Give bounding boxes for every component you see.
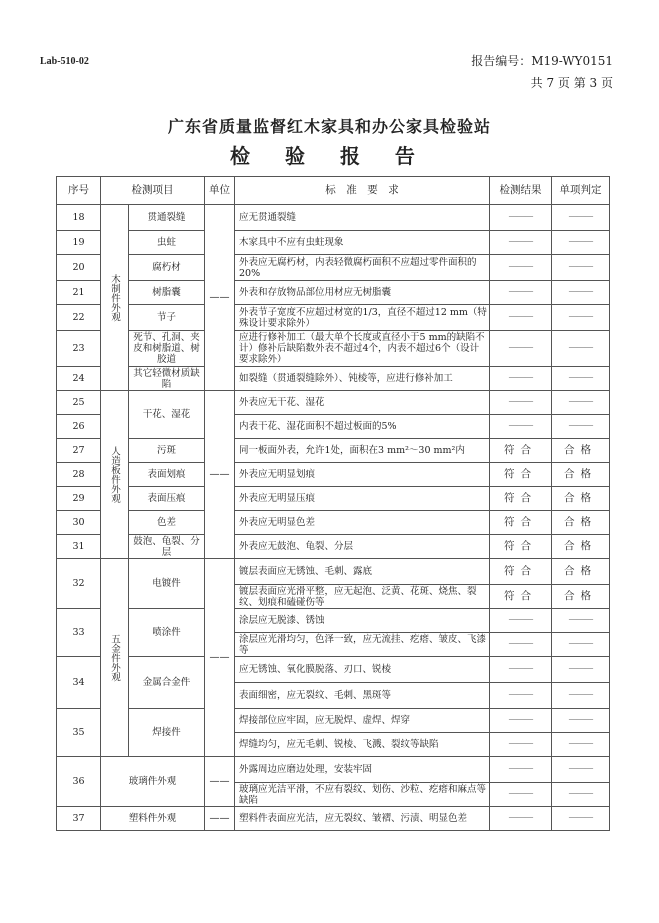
unit-cell: ——	[204, 806, 235, 831]
group-label-board: 人造板件外观	[100, 390, 129, 559]
seq-cell: 21	[56, 280, 101, 305]
item-cell: 鼓泡、龟裂、分层	[128, 534, 205, 559]
verdict-cell: ———	[551, 254, 610, 281]
verdict-cell: 合格	[551, 462, 610, 487]
requirement-cell: 外露周边应磨边处理，安装牢固	[234, 756, 490, 783]
seq-cell: 35	[56, 708, 101, 757]
seq-cell: 24	[56, 366, 101, 391]
item-cell: 塑料件外观	[100, 806, 205, 831]
result-cell: ———	[489, 682, 552, 709]
result-cell: ———	[489, 756, 552, 783]
item-cell: 节子	[128, 304, 205, 331]
unit-cell: ——	[204, 204, 235, 391]
seq-cell: 27	[56, 438, 101, 463]
header-result: 检测结果	[489, 176, 552, 205]
verdict-cell: 合格	[551, 510, 610, 535]
result-cell: 符合	[489, 438, 552, 463]
result-cell: ———	[489, 806, 552, 831]
requirement-cell: 如裂缝（贯通裂缝除外）、钝棱等，应进行修补加工	[234, 366, 490, 391]
seq-cell: 20	[56, 254, 101, 281]
seq-cell: 30	[56, 510, 101, 535]
requirement-cell: 外表应无腐朽材，内表轻微腐朽面积不应超过零件面积的20%	[234, 254, 490, 281]
result-cell: ———	[489, 280, 552, 305]
verdict-cell: ———	[551, 756, 610, 783]
document-title: 检 验 报 告	[230, 144, 429, 168]
item-cell: 干花、湿花	[128, 390, 205, 439]
seq-cell: 37	[56, 806, 101, 831]
header-requirement: 标 准 要 求	[234, 176, 490, 205]
lab-code: Lab-510-02	[40, 56, 89, 67]
result-cell: ———	[489, 708, 552, 733]
result-cell: 符合	[489, 558, 552, 585]
seq-cell: 25	[56, 390, 101, 415]
header-unit: 单位	[204, 176, 235, 205]
verdict-cell: ———	[551, 608, 610, 633]
requirement-cell: 焊接部位应牢固，应无脱焊、虚焊、焊穿	[234, 708, 490, 733]
requirement-cell: 塑料件表面应光洁，应无裂纹、皱褶、污渍、明显色差	[234, 806, 490, 831]
item-cell: 表面压痕	[128, 486, 205, 511]
item-cell: 电镀件	[128, 558, 205, 609]
seq-cell: 22	[56, 304, 101, 331]
item-cell: 玻璃件外观	[100, 756, 205, 807]
item-cell: 表面划痕	[128, 462, 205, 487]
requirement-cell: 涂层应光滑均匀，色泽一致，应无流挂、疙瘩、皱皮、飞漆等	[234, 632, 490, 657]
report-number: 报告编号：M19-WY0151	[471, 54, 613, 68]
unit-cell: ——	[204, 390, 235, 559]
seq-cell: 26	[56, 414, 101, 439]
verdict-cell: 合格	[551, 584, 610, 609]
verdict-cell: 合格	[551, 486, 610, 511]
verdict-cell: ———	[551, 656, 610, 683]
result-cell: ———	[489, 390, 552, 415]
seq-cell: 36	[56, 756, 101, 807]
requirement-cell: 外表应无明显划痕	[234, 462, 490, 487]
result-cell: 符合	[489, 510, 552, 535]
seq-cell: 23	[56, 330, 101, 367]
seq-cell: 31	[56, 534, 101, 559]
seq-cell: 33	[56, 608, 101, 657]
result-cell: 符合	[489, 462, 552, 487]
requirement-cell: 应无贯通裂缝	[234, 204, 490, 231]
result-cell: ———	[489, 230, 552, 255]
verdict-cell: ———	[551, 682, 610, 709]
result-cell: ———	[489, 304, 552, 331]
requirement-cell: 外表应无干花、湿花	[234, 390, 490, 415]
item-cell: 其它轻微材质缺陷	[128, 366, 205, 391]
item-cell: 死节、孔洞、夹皮和树脂道、树胶道	[128, 330, 205, 367]
result-cell: 符合	[489, 486, 552, 511]
item-cell: 虫蛀	[128, 230, 205, 255]
header-seq: 序号	[56, 176, 101, 205]
verdict-cell: ———	[551, 390, 610, 415]
verdict-cell: 合格	[551, 438, 610, 463]
item-cell: 金属合金件	[128, 656, 205, 709]
requirement-cell: 外表应无明显压痕	[234, 486, 490, 511]
result-cell: ———	[489, 732, 552, 757]
header-item: 检测项目	[100, 176, 205, 205]
verdict-cell: ———	[551, 806, 610, 831]
requirement-cell: 外表节子宽度不应超过材宽的1/3，直径不超过12 mm（特殊设计要求除外）	[234, 304, 490, 331]
verdict-cell: ———	[551, 732, 610, 757]
verdict-cell: ———	[551, 330, 610, 367]
verdict-cell: ———	[551, 280, 610, 305]
verdict-cell: 合格	[551, 558, 610, 585]
seq-cell: 28	[56, 462, 101, 487]
requirement-cell: 外表应无鼓泡、龟裂、分层	[234, 534, 490, 559]
verdict-cell: ———	[551, 204, 610, 231]
result-cell: ———	[489, 414, 552, 439]
verdict-cell: ———	[551, 782, 610, 807]
seq-cell: 29	[56, 486, 101, 511]
item-cell: 贯通裂缝	[128, 204, 205, 231]
result-cell: 符合	[489, 584, 552, 609]
verdict-cell: ———	[551, 230, 610, 255]
result-cell: ———	[489, 204, 552, 231]
requirement-cell: 外表应无明显色差	[234, 510, 490, 535]
requirement-cell: 外表和存放物品部位用材应无树脂囊	[234, 280, 490, 305]
result-cell: ———	[489, 366, 552, 391]
item-cell: 色差	[128, 510, 205, 535]
item-cell: 喷涂件	[128, 608, 205, 657]
seq-cell: 32	[56, 558, 101, 609]
requirement-cell: 镀层表面应光滑平整，应无起泡、泛黄、花斑、烧焦、裂纹、划痕和磕碰伤等	[234, 584, 490, 609]
result-cell: ———	[489, 254, 552, 281]
requirement-cell: 玻璃应光洁平滑，不应有裂纹、划伤、沙粒、疙瘩和麻点等缺陷	[234, 782, 490, 807]
verdict-cell: ———	[551, 708, 610, 733]
requirement-cell: 涂层应无脱漆、锈蚀	[234, 608, 490, 633]
unit-cell: ——	[204, 756, 235, 807]
verdict-cell: ———	[551, 414, 610, 439]
requirement-cell: 应进行修补加工（最大单个长度或直径小于5 mm的缺陷不计）修补后缺陷数外表不超过4个，内表不超过6个（设计要求除外）	[234, 330, 490, 367]
requirement-cell: 内表干花、湿花面积不超过板面的5%	[234, 414, 490, 439]
seq-cell: 34	[56, 656, 101, 709]
item-cell: 腐朽材	[128, 254, 205, 281]
unit-cell: ——	[204, 558, 235, 757]
requirement-cell: 表面细密，应无裂纹、毛刺、黑斑等	[234, 682, 490, 709]
seq-cell: 18	[56, 204, 101, 231]
seq-cell: 19	[56, 230, 101, 255]
requirement-cell: 木家具中不应有虫蛀现象	[234, 230, 490, 255]
result-cell: 符合	[489, 534, 552, 559]
result-cell: ———	[489, 632, 552, 657]
result-cell: ———	[489, 782, 552, 807]
result-cell: ———	[489, 608, 552, 633]
group-label-hardware: 五金件外观	[100, 558, 129, 757]
requirement-cell: 焊缝均匀，应无毛刺、锐棱、飞溅、裂纹等缺陷	[234, 732, 490, 757]
organization-title: 广东省质量监督红木家具和办公家具检验站	[167, 117, 491, 136]
result-cell: ———	[489, 330, 552, 367]
verdict-cell: ———	[551, 304, 610, 331]
requirement-cell: 镀层表面应无锈蚀、毛刺、露底	[234, 558, 490, 585]
page-info: 共 7 页 第 3 页	[530, 76, 613, 90]
verdict-cell: ———	[551, 366, 610, 391]
requirement-cell: 应无锈蚀、氧化膜脱落、刃口、锐棱	[234, 656, 490, 683]
item-cell: 树脂囊	[128, 280, 205, 305]
header-verdict: 单项判定	[551, 176, 610, 205]
requirement-cell: 同一板面外表，允许1处，面积在3 mm²～30 mm²内	[234, 438, 490, 463]
item-cell: 焊接件	[128, 708, 205, 757]
item-cell: 污斑	[128, 438, 205, 463]
verdict-cell: ———	[551, 632, 610, 657]
result-cell: ———	[489, 656, 552, 683]
verdict-cell: 合格	[551, 534, 610, 559]
group-label-wood: 木制件外观	[100, 204, 129, 391]
